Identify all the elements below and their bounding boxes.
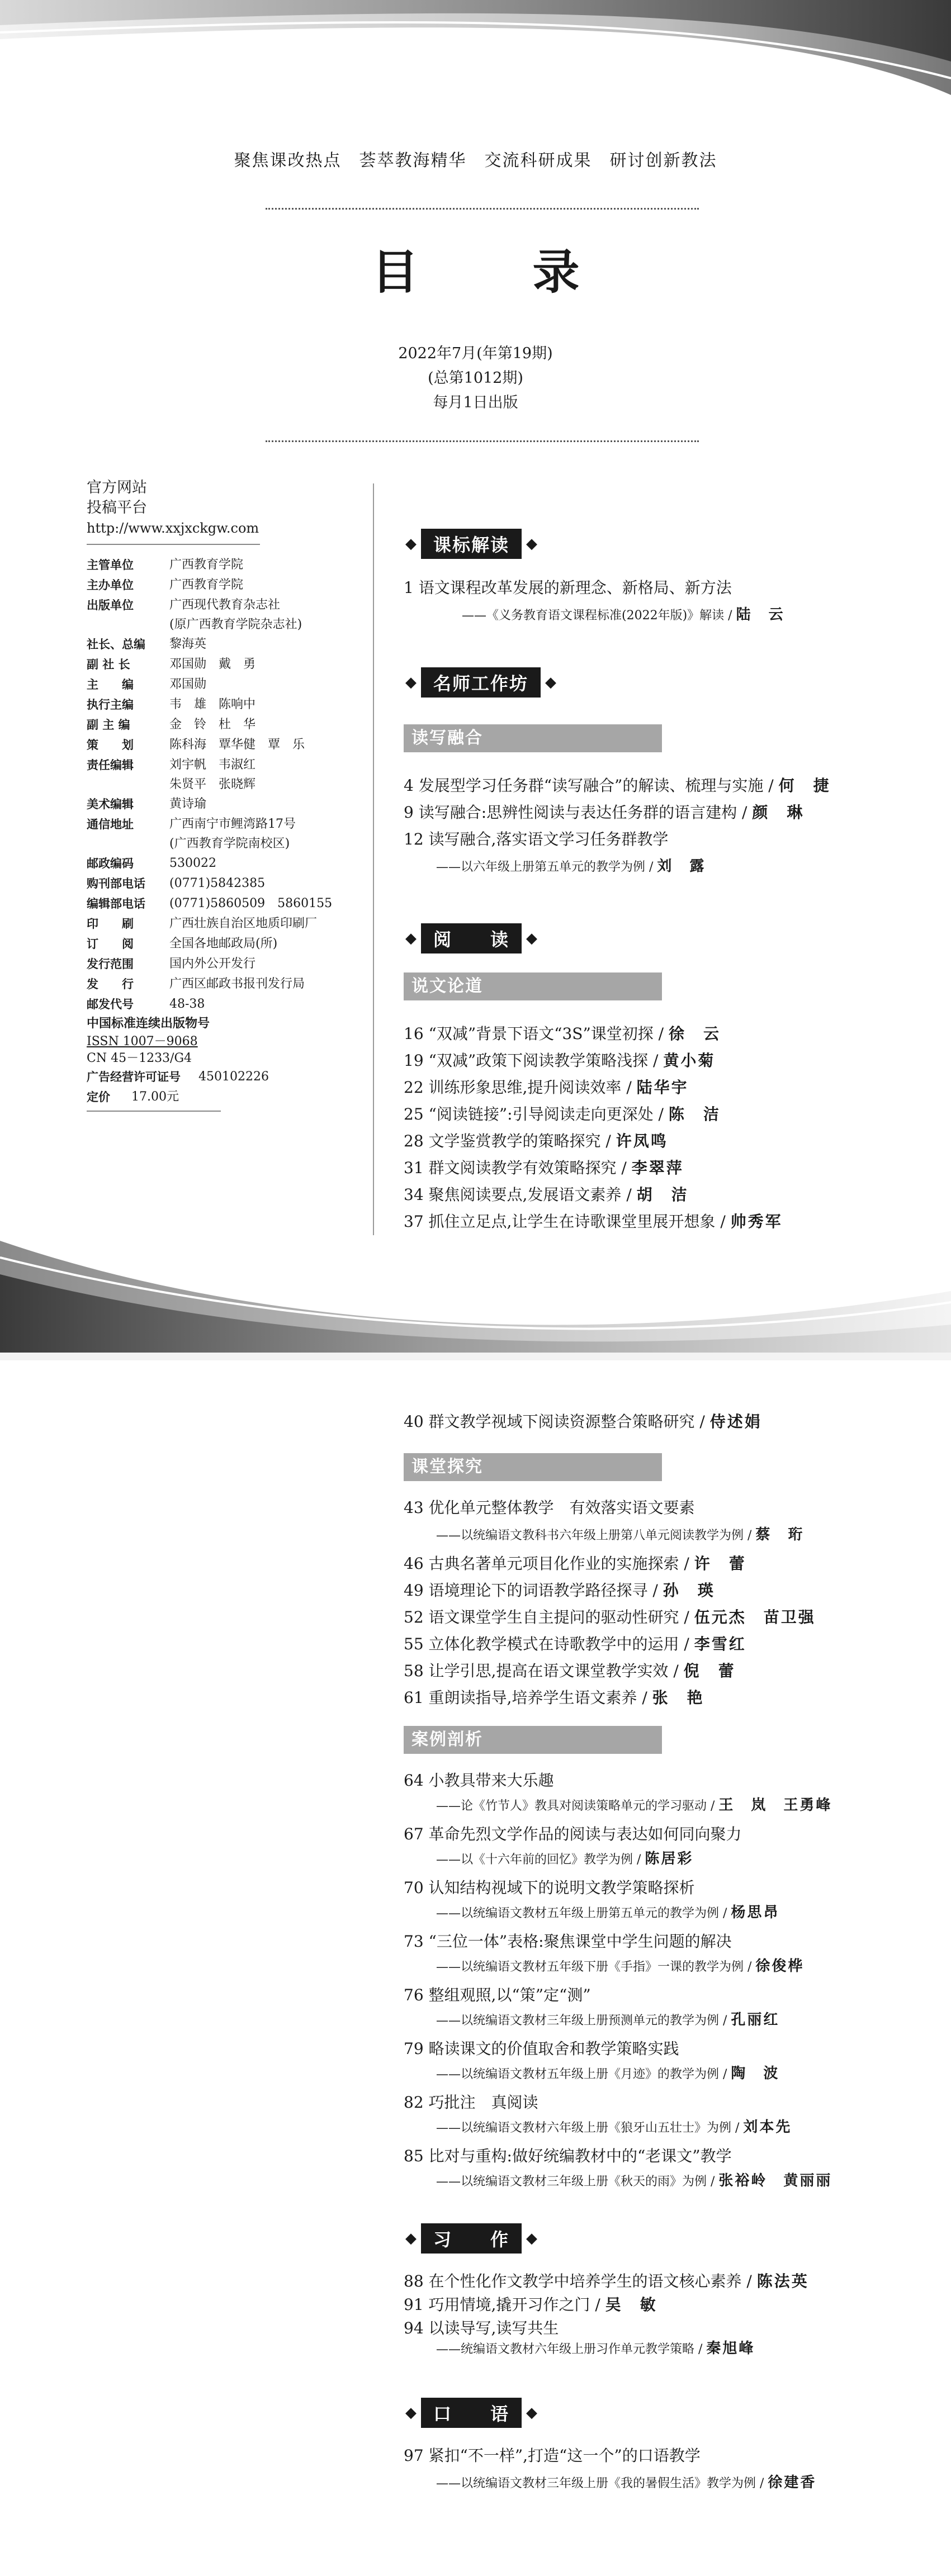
cn-number: CN 45－1233/G4 [87, 1051, 192, 1065]
submission-platform-link[interactable]: 投稿平台 [87, 499, 147, 516]
masthead-row: 副 主 编 金 铃 杜 华 [87, 718, 256, 732]
column-divider [373, 483, 374, 1235]
sidebar-divider [87, 544, 260, 545]
masthead-row: 订 阅 全国各地邮政局(所) [87, 937, 278, 951]
masthead-row-continuation: 朱贤平 张晓辉 [169, 777, 256, 791]
website-url[interactable]: http://www.xxjxckgw.com [87, 520, 259, 536]
masthead-row: 主办单位 广西教育学院 [87, 578, 244, 592]
subsection-discourse: 说文论道 [404, 972, 662, 1000]
masthead-row: 编辑部电话 (0771)5860509 5860155 [87, 896, 333, 910]
toc-entry[interactable]: 94 以读导写,读写共生 [404, 2319, 559, 2337]
masthead-row: 邮发代号 48-38 [87, 997, 205, 1011]
masthead-row: 主 编 邓国勋 [87, 677, 207, 691]
toc-entry[interactable]: 4 发展型学习任务群“读写融合”的解读、梳理与实施 / 何 捷 [404, 776, 831, 795]
toc-entry[interactable]: 16 “双减”背景下语文“3S”课堂初探 / 徐 云 [404, 1024, 721, 1043]
section-header-writing: ◆ 习 作 ◆ [405, 2226, 537, 2251]
diamond-icon: ◆ [405, 2404, 417, 2421]
masthead-row-continuation: (原广西教育学院杂志社) [169, 618, 302, 632]
toc-entry[interactable]: 79 略读课文的价值取舍和教学策略实践 [404, 2039, 679, 2058]
section-header-curriculum: ◆ 课标解读 ◆ [405, 531, 537, 557]
section-header-reading: ◆ 阅 读 ◆ [405, 926, 537, 951]
diamond-icon: ◆ [405, 930, 417, 947]
toc-entry[interactable]: 40 群文教学视域下阅读资源整合策略研究 / 侍述娟 [404, 1412, 762, 1431]
dotted-divider [266, 208, 699, 210]
sidebar-divider [87, 1111, 221, 1112]
toc-entry-subtitle: ——《义务教育语文课程标准(2022年版)》解读 / 陆 云 [462, 606, 785, 623]
masthead-row: 通信地址 广西南宁市鲤湾路17号 [87, 817, 296, 831]
tagline: 聚焦课改热点 荟萃教海精华 交流科研成果 研讨创新教法 [234, 151, 717, 170]
issue-total: (总第1012期) [428, 369, 523, 387]
masthead-row: 策 划 陈科海 覃华健 覃 乐 [87, 738, 305, 752]
toc-entry[interactable]: 85 比对与重构:做好统编教材中的“老课文”教学 [404, 2147, 732, 2165]
dotted-divider [266, 440, 699, 442]
masthead-row: 邮政编码 530022 [87, 856, 216, 870]
toc-entry-subtitle: ——以《十六年前的回忆》教学为例 / 陈居彩 [436, 1851, 694, 1867]
toc-entry-subtitle: ——以统编语文教材六年级上册《狼牙山五壮士》为例 / 刘本先 [436, 2119, 792, 2136]
toc-entry[interactable]: 91 巧用情境,撬开习作之门 / 吴 敏 [404, 2295, 657, 2314]
section-header-oral: ◆ 口 语 ◆ [405, 2400, 537, 2426]
toc-entry[interactable]: 49 语境理论下的词语教学路径探寻 / 孙 瑛 [404, 1581, 715, 1600]
toc-entry[interactable]: 82 巧批注 真阅读 [404, 2093, 538, 2112]
toc-entry[interactable]: 58 让学引思,提高在语文课堂教学实效 / 倪 蕾 [404, 1662, 736, 1680]
toc-entry[interactable]: 43 优化单元整体教学 有效落实语文要素 [404, 1498, 695, 1517]
ad-license-row: 广告经营许可证号 450102226 [87, 1070, 269, 1084]
page-title: 目 录 [371, 245, 613, 300]
masthead-row: 社长、总编 黎海英 [87, 637, 207, 651]
toc-entry[interactable]: 70 认知结构视域下的说明文教学策略探析 [404, 1878, 695, 1897]
toc-entry[interactable]: 97 紧扣“不一样”,打造“这一个”的口语教学 [404, 2446, 701, 2465]
diamond-icon: ◆ [526, 535, 538, 552]
toc-entry[interactable]: 76 整组观照,以“策”定“测” [404, 1986, 591, 2004]
issn-number: ISSN 1007－9068 [87, 1035, 198, 1049]
toc-entry-subtitle: ——以六年级上册第五单元的教学为例 / 刘 露 [436, 858, 706, 875]
masthead-row: 发行范围 国内外公开发行 [87, 957, 256, 971]
toc-entry[interactable]: 46 古典名著单元项目化作业的实施探索 / 许 蕾 [404, 1554, 746, 1573]
toc-entry[interactable]: 1 语文课程改革发展的新理念、新格局、新方法 [404, 578, 732, 597]
toc-entry-subtitle: ——以统编语文教科书六年级上册第八单元阅读教学为例 / 蔡 珩 [436, 1526, 805, 1543]
page-two [0, 1360, 951, 2576]
diamond-icon: ◆ [405, 535, 417, 552]
masthead-row: 责任编辑 刘宇帆 韦淑红 [87, 758, 256, 772]
diamond-icon: ◆ [405, 674, 417, 691]
price-row: 定价 17.00元 [87, 1090, 179, 1104]
decorative-swoosh-top [0, 0, 951, 112]
subsection-classroom: 课堂探究 [404, 1453, 662, 1481]
diamond-icon: ◆ [545, 674, 557, 691]
issue-schedule: 每月1日出版 [433, 394, 518, 411]
official-site-link[interactable]: 官方网站 [87, 479, 147, 496]
toc-entry-subtitle: ——统编语文教材六年级上册习作单元教学策略 / 秦旭峰 [436, 2340, 755, 2357]
masthead-info [87, 555, 377, 1014]
masthead-row: 副 社 长 邓国勋 戴 勇 [87, 657, 256, 671]
toc-entry[interactable]: 88 在个性化作文教学中培养学生的语文核心素养 / 陈法英 [404, 2272, 809, 2290]
toc-entry[interactable]: 31 群文阅读教学有效策略探究 / 李翠萍 [404, 1159, 684, 1177]
diamond-icon: ◆ [405, 2230, 417, 2247]
toc-entry[interactable]: 67 革命先烈文学作品的阅读与表达如何同向聚力 [404, 1825, 742, 1843]
toc-entry-subtitle: ——以统编语文教材五年级下册《手指》一课的教学为例 / 徐俊桦 [436, 1958, 805, 1975]
masthead-row: 主管单位 广西教育学院 [87, 558, 244, 572]
diamond-icon: ◆ [526, 2230, 538, 2247]
toc-entry[interactable]: 22 训练形象思维,提升阅读效率 / 陆华宇 [404, 1078, 689, 1097]
masthead-row: 执行主编 韦 雄 陈响中 [87, 698, 256, 711]
diamond-icon: ◆ [526, 2404, 538, 2421]
issue-date: 2022年7月(年第19期) [398, 345, 553, 362]
toc-entry[interactable]: 25 “阅读链接”:引导阅读走向更深处 / 陈 洁 [404, 1105, 721, 1123]
section-header-master-workshop: ◆ 名师工作坊 ◆ [405, 670, 556, 695]
toc-entry[interactable]: 9 读写融合:思辨性阅读与表达任务群的语言建构 / 颜 琳 [404, 803, 805, 822]
std-serial-label: 中国标准连续出版物号 [87, 1017, 210, 1031]
toc-entry[interactable]: 55 立体化教学模式在诗歌教学中的运用 / 李雪红 [404, 1635, 746, 1653]
toc-entry[interactable]: 64 小教具带来大乐趣 [404, 1771, 554, 1790]
toc-entry-subtitle: ——以统编语文教材五年级上册《月迹》的教学为例 / 陶 波 [436, 2065, 780, 2082]
page-gap [0, 1353, 951, 1360]
masthead-row: 美术编辑 黄诗瑜 [87, 797, 207, 811]
diamond-icon: ◆ [526, 930, 538, 947]
toc-entry[interactable]: 73 “三位一体”表格:聚焦课堂中学生问题的解决 [404, 1932, 732, 1951]
toc-entry-subtitle: ——以统编语文教材三年级上册《我的暑假生活》教学为例 / 徐建香 [436, 2474, 817, 2491]
toc-entry-subtitle: ——以统编语文教材五年级上册第五单元的教学为例 / 杨思昂 [436, 1904, 780, 1921]
decorative-swoosh-bottom [0, 1224, 951, 1353]
subsection-case-study: 案例剖析 [404, 1726, 662, 1754]
toc-entry[interactable]: 52 语文课堂学生自主提问的驱动性研究 / 伍元杰 苗卫强 [404, 1608, 816, 1626]
masthead-sidebar [87, 478, 377, 1112]
toc-entry[interactable]: 37 抓住立足点,让学生在诗歌课堂里展开想象 / 帅秀军 [404, 1212, 783, 1231]
toc-entry[interactable]: 61 重朗读指导,培养学生语文素养 / 张 艳 [404, 1688, 704, 1707]
toc-entry[interactable]: 34 聚焦阅读要点,发展语文素养 / 胡 洁 [404, 1185, 689, 1204]
toc-entry[interactable]: 19 “双减”政策下阅读教学策略浅探 / 黄小菊 [404, 1051, 716, 1070]
toc-entry-subtitle: ——论《竹节人》教具对阅读策略单元的学习驱动 / 王 岚 王勇峰 [436, 1797, 832, 1814]
masthead-row-continuation: (广西教育学院南校区) [169, 837, 290, 851]
toc-entry-subtitle: ——以统编语文教材三年级上册《秋天的雨》为例 / 张裕岭 黄丽丽 [436, 2172, 832, 2189]
subsection-reading-writing: 读写融合 [404, 724, 662, 752]
toc-entry-subtitle: ——以统编语文教材三年级上册预测单元的教学为例 / 孔丽红 [436, 2012, 780, 2028]
masthead-row: 购刊部电话 (0771)5842385 [87, 876, 266, 890]
masthead-row: 出版单位 广西现代教育杂志社 [87, 598, 281, 612]
masthead-row: 发 行 广西区邮政书报刊发行局 [87, 977, 305, 991]
toc-entry[interactable]: 28 文学鉴赏教学的策略探究 / 许凤鸣 [404, 1132, 668, 1150]
masthead-row: 印 刷 广西壮族自治区地质印刷厂 [87, 917, 318, 931]
toc-entry[interactable]: 12 读写融合,落实语文学习任务群教学 [404, 830, 669, 848]
